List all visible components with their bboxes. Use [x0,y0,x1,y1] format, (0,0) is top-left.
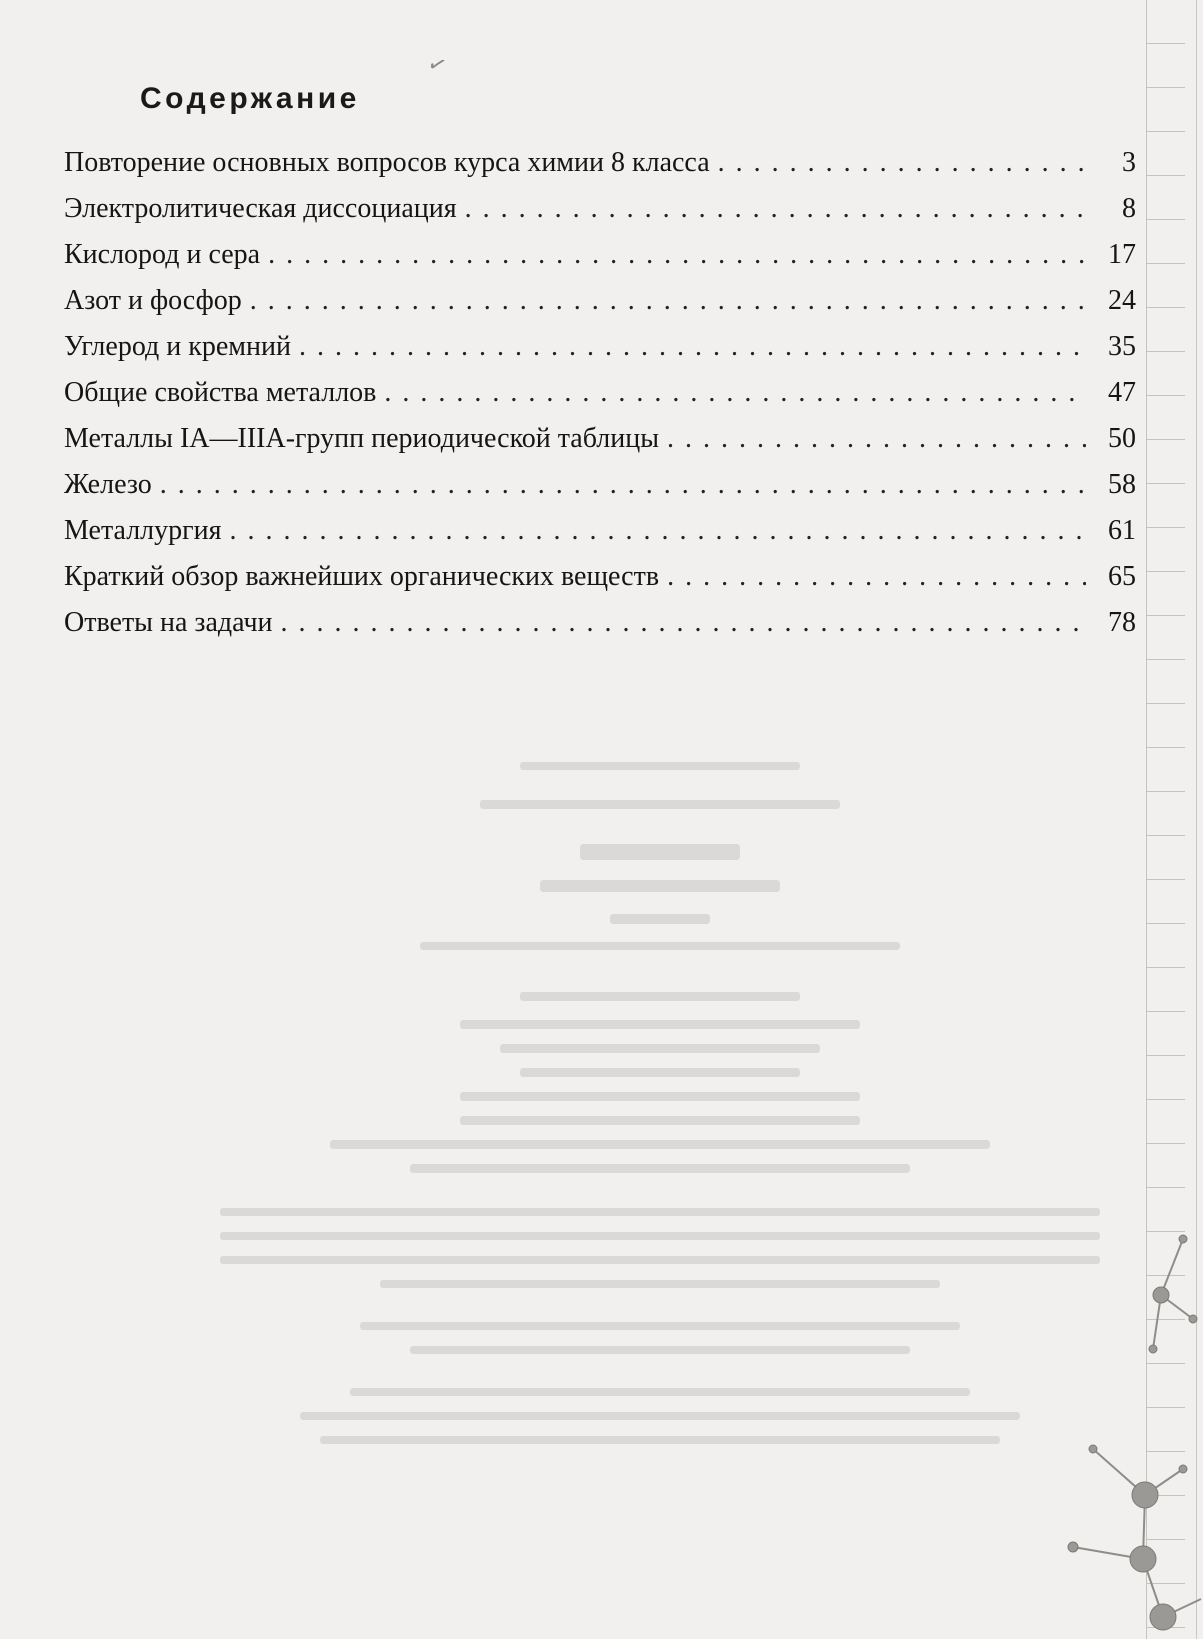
toc-entry-label: Повторение основных вопросов курса химии 8 класса [64,147,710,178]
toc-entry-label: Краткий обзор важнейших органических веществ [64,561,660,592]
toc-leader-dots [160,462,1086,508]
toc-entry-label: Углерод и кремний [64,331,291,362]
toc-entry-label: Электролитическая диссоциация [64,193,457,224]
toc-entry-page: 17 [1108,239,1136,270]
toc-leader-dots [299,324,1086,370]
pen-mark-icon: ✓ [424,49,451,80]
toc-entry-label: Азот и фосфор [64,285,242,316]
toc-entry[interactable] [64,554,1136,600]
toc-entry[interactable] [64,278,1136,324]
toc-entry-page: 8 [1122,193,1136,224]
toc-entry-page: 47 [1108,377,1136,408]
toc-entry-page: 58 [1108,469,1136,500]
toc-entry-page: 24 [1108,285,1136,316]
toc-leader-dots [230,508,1087,554]
toc-title: Содержание [140,82,360,115]
toc-entry-label: Металлургия [64,515,222,546]
toc-entry-label: Общие свойства металлов [64,377,377,408]
toc-list [64,140,1136,646]
toc-leader-dots [465,186,1086,232]
toc-entry-label: Железо [64,469,152,500]
toc-entry[interactable] [64,186,1136,232]
toc-entry-page: 3 [1122,147,1136,178]
toc-leader-dots [667,554,1086,600]
toc-entry[interactable] [64,324,1136,370]
toc-entry[interactable] [64,416,1136,462]
toc-leader-dots [667,416,1086,462]
toc-leader-dots [250,278,1086,324]
toc-leader-dots [281,600,1086,646]
toc-entry[interactable] [64,370,1136,416]
toc-entry-page: 78 [1108,607,1136,638]
bleed-through-lines [160,752,1160,1452]
toc-entry-page: 50 [1108,423,1136,454]
toc-entry-label: Металлы IA—IIIA-групп периодической таблицы [64,423,660,454]
toc-leader-dots [718,140,1086,186]
bleed-through-imprint [160,752,1160,1460]
toc-entry-page: 65 [1108,561,1136,592]
toc-entry[interactable] [64,140,1136,186]
toc-entry-page: 35 [1108,331,1136,362]
toc-leader-dots [268,232,1086,278]
toc-entry[interactable] [64,462,1136,508]
toc-entry-page: 61 [1108,515,1136,546]
toc-entry[interactable] [64,508,1136,554]
toc-leader-dots [384,370,1086,416]
toc-entry-label: Кислород и сера [64,239,261,270]
toc-entry-label: Ответы на задачи [64,607,273,638]
toc-entry[interactable] [64,600,1136,646]
toc-entry[interactable] [64,232,1136,278]
molecule-decoration-icon [1033,1199,1203,1639]
